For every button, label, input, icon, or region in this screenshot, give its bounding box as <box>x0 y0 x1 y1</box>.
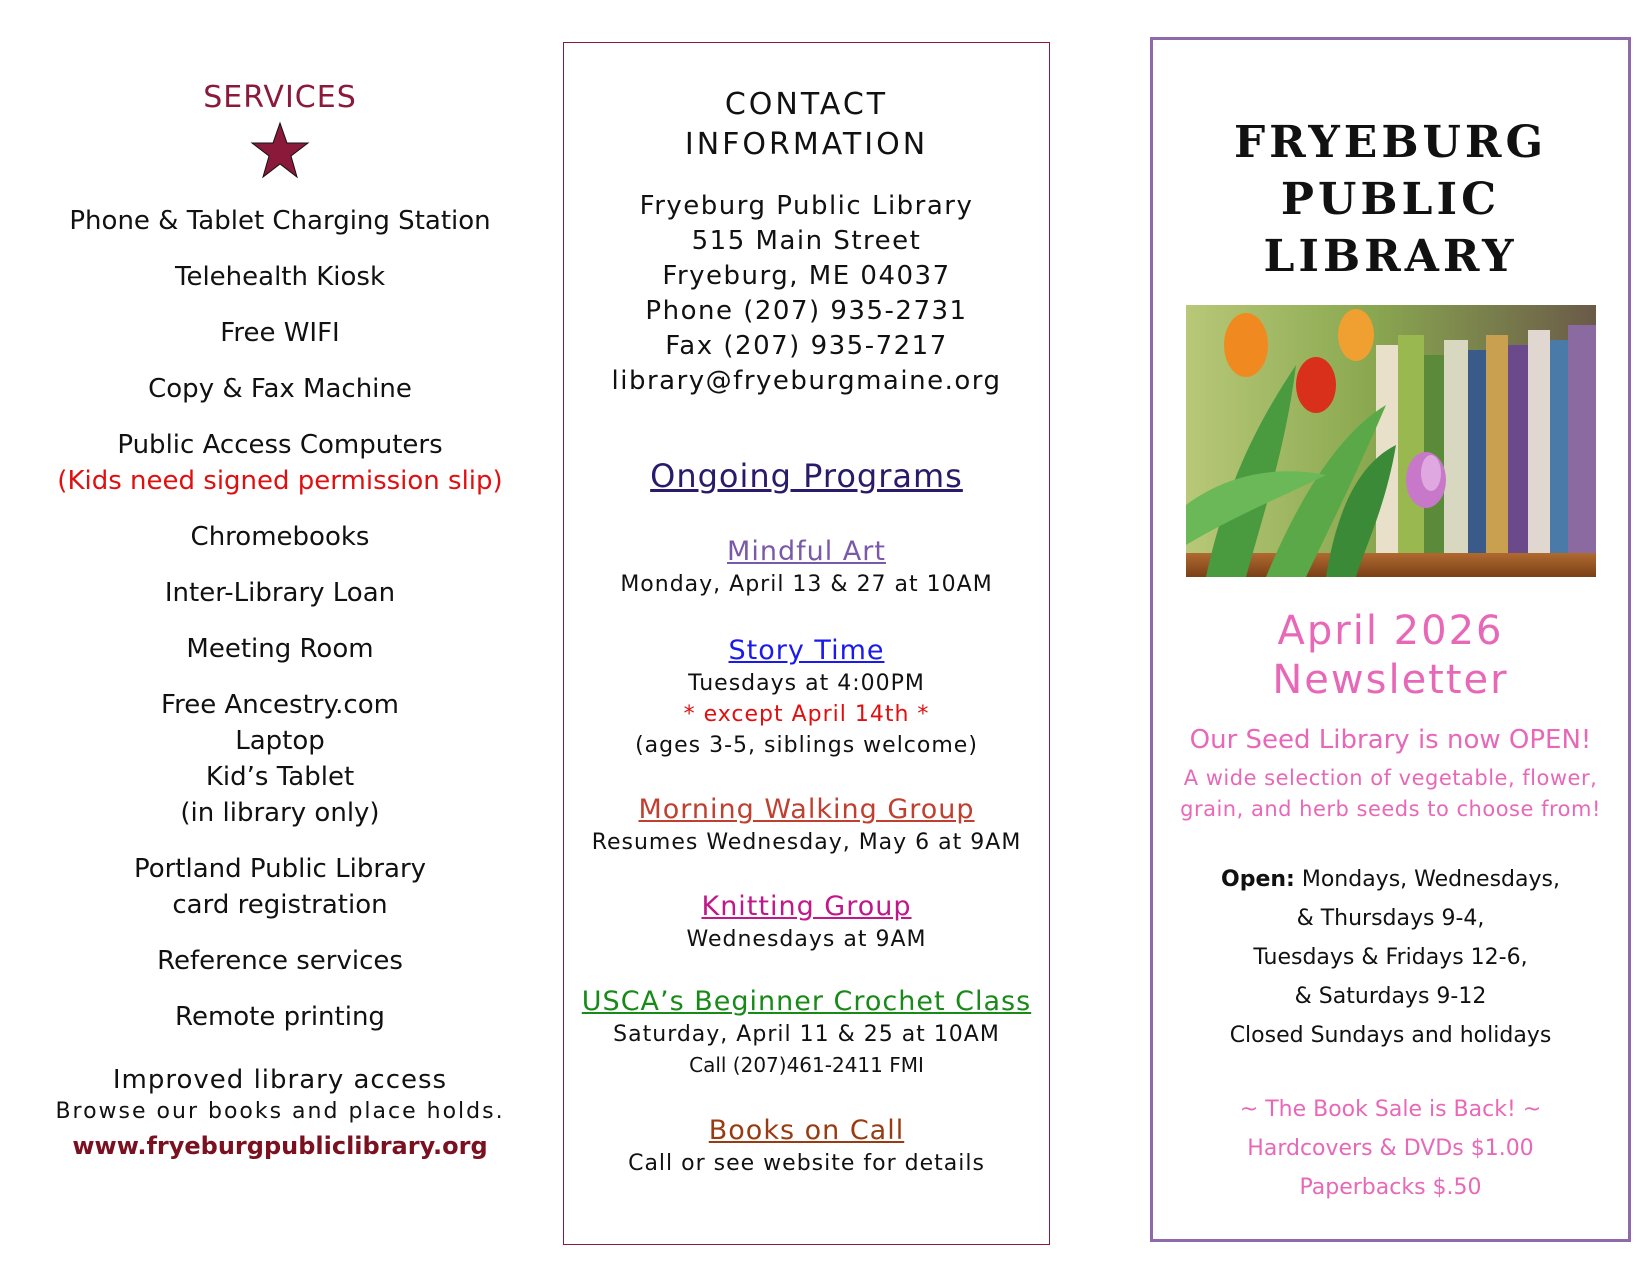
service-item: Copy & Fax Machine <box>148 374 412 404</box>
service-item-ancestry <box>40 687 520 831</box>
services-panel <box>40 80 520 1160</box>
service-item: Free WIFI <box>220 318 340 348</box>
contact-line: 515 Main Street <box>691 226 922 256</box>
program-contact: Call (207)461-2411 FMI <box>689 1053 924 1077</box>
program-name: Story Time <box>728 635 885 666</box>
program-name: Knitting Group <box>701 891 912 922</box>
library-name-line: PUBLIC <box>1280 174 1501 225</box>
sale-line: Paperbacks $.50 <box>1299 1175 1482 1200</box>
program-schedule: Resumes Wednesday, May 6 at 9AM <box>591 830 1022 855</box>
hours-line <box>1153 860 1628 899</box>
contact-line: Phone (207) 935-2731 <box>645 296 968 326</box>
seed-text-line: grain, and herb seeds to choose from! <box>1180 797 1601 821</box>
portland-line: card registration <box>172 890 388 920</box>
service-item-portland <box>40 851 520 923</box>
seed-library-title: Our Seed Library is now OPEN! <box>1189 725 1592 755</box>
cover-panel <box>1150 37 1631 1242</box>
access-title: Improved library access <box>112 1065 448 1095</box>
service-item: Inter-Library Loan <box>164 578 396 608</box>
ancestry-line: Free Ancestry.com <box>161 690 399 720</box>
access-subtitle: Browse our books and place holds. <box>55 1099 505 1124</box>
program-schedule: Wednesdays at 9AM <box>686 927 927 952</box>
contact-block <box>564 189 1049 399</box>
computers-label: Public Access Computers <box>117 430 443 460</box>
sale-line: Hardcovers & DVDs $1.00 <box>1247 1136 1534 1161</box>
program-name: Mindful Art <box>727 536 886 567</box>
service-item: Phone & Tablet Charging Station <box>69 206 491 236</box>
contact-title-line: CONTACT <box>724 87 889 122</box>
sale-line: ~ The Book Sale is Back! ~ <box>1239 1097 1542 1122</box>
service-item: Chromebooks <box>190 522 370 552</box>
newsletter-title-line: Newsletter <box>1272 657 1509 703</box>
program-schedule: Tuesdays at 4:00PM <box>688 671 925 696</box>
newsletter-title-line: April 2026 <box>1277 608 1504 654</box>
program-mindful-art <box>564 535 1049 600</box>
service-item: Meeting Room <box>186 634 374 664</box>
hours-line: & Thursdays 9-4, <box>1296 906 1485 931</box>
program-ages: (ages 3-5, siblings welcome) <box>635 733 978 758</box>
service-item: Reference services <box>157 946 403 976</box>
book-sale <box>1153 1090 1628 1207</box>
permission-note: (Kids need signed permission slip) <box>57 466 503 496</box>
ancestry-line: Laptop <box>235 726 325 756</box>
hours-line: Tuesdays & Fridays 12-6, <box>1253 945 1528 970</box>
open-hours <box>1153 860 1628 1055</box>
hours-label: Open: <box>1221 867 1295 892</box>
contact-title-line: INFORMATION <box>684 127 929 162</box>
library-name-line: FRYEBURG <box>1233 117 1548 168</box>
contact-line: Fax (207) 935-7217 <box>665 331 948 361</box>
contact-email[interactable]: library@fryeburgmaine.org <box>611 366 1002 396</box>
star-icon <box>250 121 310 181</box>
hours-line: Closed Sundays and holidays <box>1229 1023 1552 1048</box>
program-walking-group <box>564 793 1049 858</box>
program-name: Books on Call <box>708 1115 905 1146</box>
library-name-line: LIBRARY <box>1263 231 1518 282</box>
tulips-books-photo <box>1186 305 1596 577</box>
contact-line: Fryeburg, ME 04037 <box>662 261 951 291</box>
seed-library-text <box>1153 763 1628 825</box>
program-schedule: Call or see website for details <box>628 1151 985 1176</box>
program-schedule: Monday, April 13 & 27 at 10AM <box>620 572 993 597</box>
contact-programs-panel <box>563 42 1050 1245</box>
service-item: Remote printing <box>175 1002 385 1032</box>
program-name: Morning Walking Group <box>638 794 975 825</box>
contact-title <box>564 85 1049 165</box>
ancestry-line: (in library only) <box>180 798 380 828</box>
service-item: Telehealth Kiosk <box>174 262 386 292</box>
services-title: SERVICES <box>203 80 357 115</box>
program-knitting-group <box>564 890 1049 955</box>
program-books-on-call <box>564 1114 1049 1179</box>
program-story-time <box>564 634 1049 761</box>
program-name: USCA’s Beginner Crochet Class <box>581 986 1032 1017</box>
program-exception: * except April 14th * <box>683 702 930 727</box>
seed-text-line: A wide selection of vegetable, flower, <box>1183 766 1598 790</box>
program-crochet-class <box>564 985 1049 1080</box>
portland-line: Portland Public Library <box>133 854 427 884</box>
hours-days: Mondays, Wednesdays, <box>1294 867 1560 892</box>
hours-line: & Saturdays 9-12 <box>1294 984 1487 1009</box>
contact-line: Fryeburg Public Library <box>639 191 974 221</box>
programs-title: Ongoing Programs <box>650 457 963 495</box>
ancestry-line: Kid’s Tablet <box>205 762 355 792</box>
website-link[interactable]: www.fryeburgpubliclibrary.org <box>72 1132 488 1160</box>
service-item-computers <box>40 427 520 499</box>
program-schedule: Saturday, April 11 & 25 at 10AM <box>613 1022 1000 1047</box>
newsletter-title <box>1153 607 1628 705</box>
library-name <box>1153 114 1628 285</box>
